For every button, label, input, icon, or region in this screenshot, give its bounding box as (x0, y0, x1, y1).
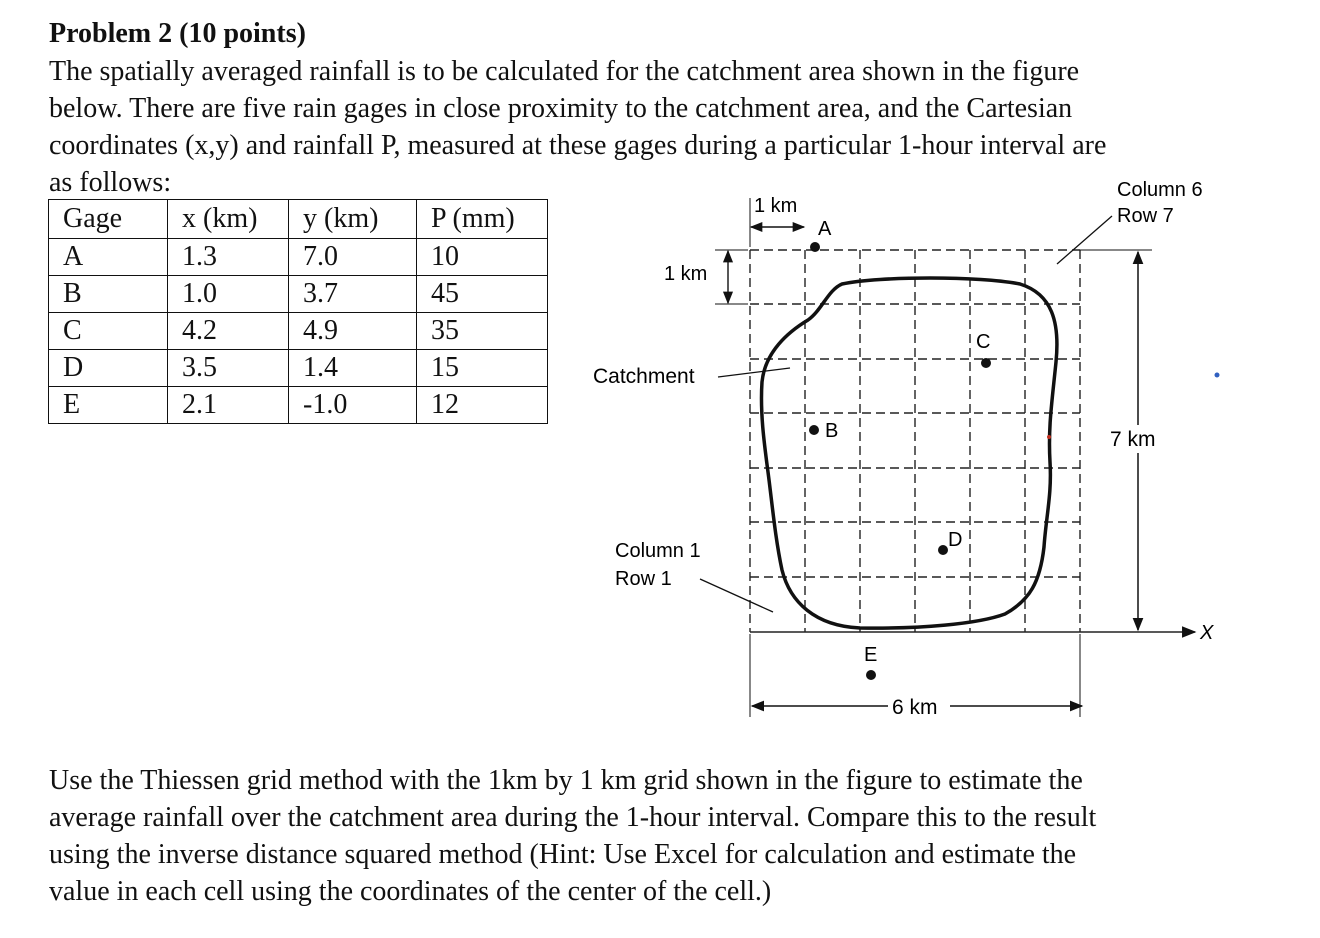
table-cell: 4.9 (289, 313, 417, 350)
table-row (49, 239, 548, 276)
gage-d (938, 529, 962, 555)
table-row (49, 350, 548, 387)
table-cell: B (49, 276, 168, 313)
table-cell: D (49, 350, 168, 387)
table-cell: E (49, 387, 168, 424)
table-cell: 45 (417, 276, 548, 313)
gage-c (976, 331, 991, 368)
question-line: average rainfall over the catchment area during the 1-hour interval. Compare this to the result (49, 802, 1097, 833)
table-cell: 10 (417, 239, 548, 276)
gage-label: E (864, 644, 878, 666)
table-cell: 2.1 (168, 387, 289, 424)
problem-title: Problem 2 (10 points) (49, 18, 306, 49)
header-p: P (mm) (417, 200, 548, 239)
label-6km: 6 km (892, 696, 938, 719)
table-cell: 3.7 (289, 276, 417, 313)
table-cell: C (49, 313, 168, 350)
question-line: value in each cell using the coordinates of the center of the cell.) (49, 876, 772, 907)
gage-a (810, 218, 832, 252)
gage-label: B (825, 420, 839, 442)
intro-line: below. There are five rain gages in close proximity to the catchment area, and the Cartesian (49, 93, 1073, 124)
label-7km: 7 km (1110, 428, 1156, 451)
table-cell: 35 (417, 313, 548, 350)
intro-line: The spatially averaged rainfall is to be calculated for the catchment area shown in the figure (49, 56, 1080, 87)
gage-table (48, 199, 548, 424)
table-cell: 1.0 (168, 276, 289, 313)
marker-dot (1215, 373, 1220, 378)
catchment-boundary (761, 278, 1056, 628)
label-1km-left: 1 km (664, 263, 708, 285)
header-gage: Gage (49, 200, 168, 239)
question-line: using the inverse distance squared method (Hint: Use Excel for calculation and estimate the (49, 839, 1077, 870)
label-1km-top: 1 km (754, 195, 798, 217)
table-row (49, 313, 548, 350)
table-cell: 12 (417, 387, 548, 424)
header-y: y (km) (289, 200, 417, 239)
gage-label: D (948, 529, 963, 551)
gage-e (864, 644, 877, 680)
label-row-1: Row 1 (615, 568, 672, 590)
label-row-7: Row 7 (1117, 205, 1174, 227)
table-row (49, 387, 548, 424)
gage-label: A (818, 218, 832, 240)
table-cell: -1.0 (289, 387, 417, 424)
table-cell: 3.5 (168, 350, 289, 387)
gage-label: C (976, 331, 991, 353)
marker-dot (1047, 435, 1051, 439)
table-cell: 1.4 (289, 350, 417, 387)
label-column-1: Column 1 (615, 540, 701, 562)
grid (750, 250, 1080, 632)
table-cell: 7.0 (289, 239, 417, 276)
table-cell: 15 (417, 350, 548, 387)
catchment-figure (560, 172, 1260, 737)
table-cell: A (49, 239, 168, 276)
table-cell: 1.3 (168, 239, 289, 276)
table-cell: 4.2 (168, 313, 289, 350)
label-catchment: Catchment (593, 365, 695, 388)
label-column-6: Column 6 (1117, 179, 1203, 201)
intro-line: coordinates (x,y) and rainfall P, measured at these gages during a particular 1-hour interval are (49, 130, 1107, 161)
gage-b (809, 420, 838, 442)
x-axis-label: X (1200, 622, 1214, 644)
table-header-row (49, 200, 548, 239)
question-text (49, 762, 1289, 910)
table-row (49, 276, 548, 313)
header-x: x (km) (168, 200, 289, 239)
intro-line: as follows: (49, 167, 172, 198)
question-line: Use the Thiessen grid method with the 1km by 1 km grid shown in the figure to estimate the (49, 765, 1083, 796)
